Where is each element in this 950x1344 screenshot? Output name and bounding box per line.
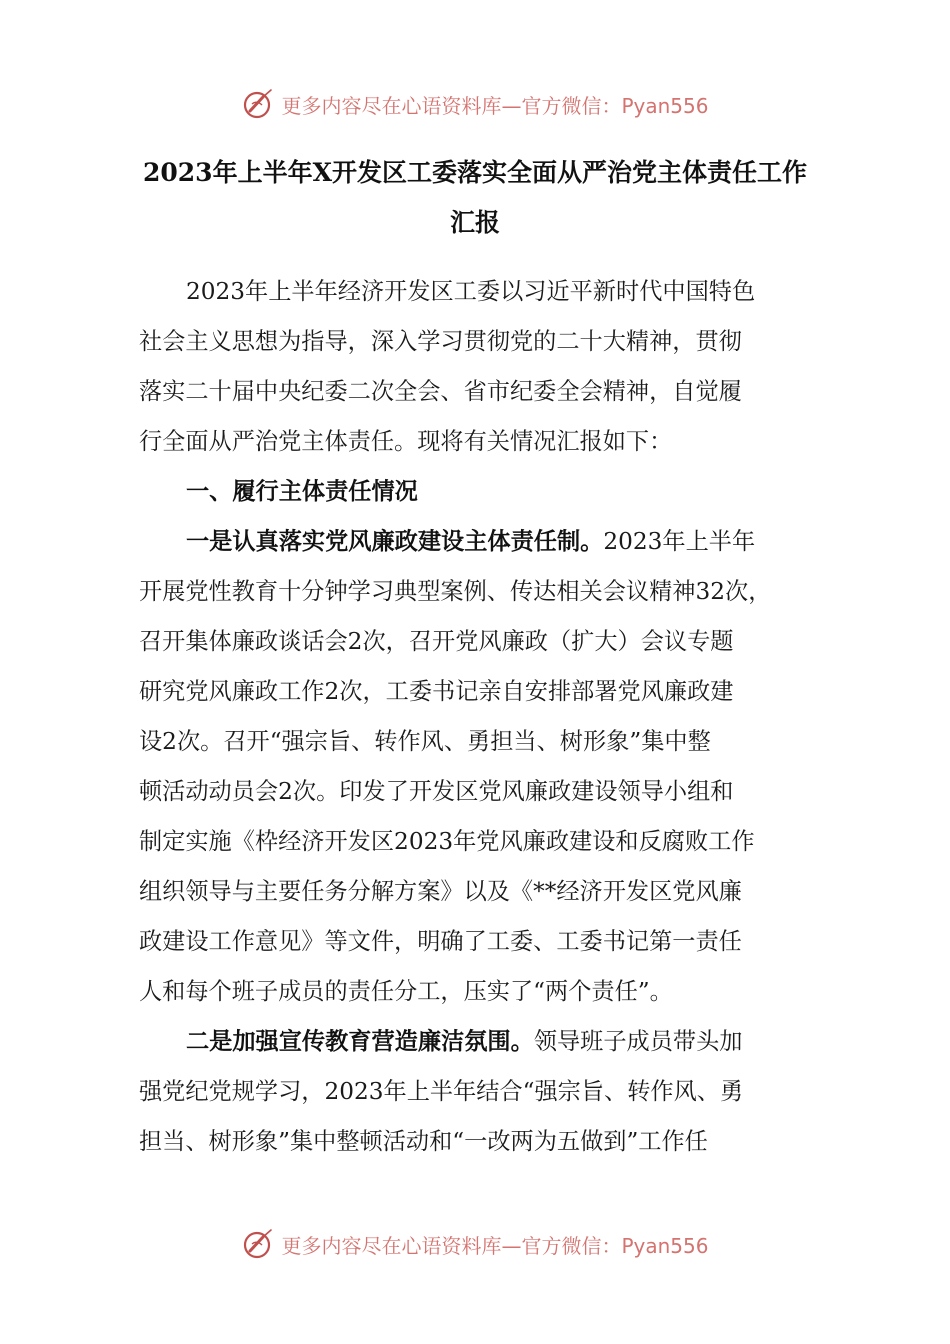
body-line: 设2次。召开“强宗旨、转作风、勇担当、树形象”集中整 bbox=[139, 728, 711, 755]
watermark-banner-bottom bbox=[0, 1222, 950, 1266]
body-line: 人和每个班子成员的责任分工，压实了“两个责任”。 bbox=[139, 978, 673, 1005]
document-title-line-2: 汇报 bbox=[449, 208, 500, 237]
body-line: 开展党性教育十分钟学习典型案例、传达相关会议精神32次， bbox=[139, 578, 772, 605]
brush-logo-icon bbox=[241, 1226, 277, 1262]
watermark-banner-top bbox=[0, 82, 950, 126]
body-line: 社会主义思想为指导，深入学习贯彻党的二十大精神，贯彻 bbox=[139, 328, 742, 355]
body-line: 行全面从严治党主体责任。现将有关情况汇报如下： bbox=[139, 428, 673, 455]
body-line: 二是加强宣传教育营造廉洁氛围。领导班子成员带头加 bbox=[186, 1028, 743, 1055]
body-line: 担当、树形象”集中整顿活动和“一改两为五做到”工作任 bbox=[139, 1128, 708, 1155]
body-line: 组织领导与主要任务分解方案》以及《**经济开发区党风廉 bbox=[139, 878, 742, 905]
document-title-line-1: 2023年上半年X开发区工委落实全面从严治党主体责任工作 bbox=[143, 158, 807, 187]
body-line: 制定实施《枠经济开发区2023年党风廉政建设和反腐败工作 bbox=[139, 828, 755, 855]
body-line: 2023年上半年经济开发区工委以习近平新时代中国特色 bbox=[186, 278, 756, 305]
section-heading: 一、履行主体责任情况 bbox=[186, 478, 418, 505]
body-line: 顿活动动员会2次。印发了开发区党风廉政建设领导小组和 bbox=[139, 778, 734, 805]
body-line: 落实二十届中央纪委二次全会、省市纪委全会精神，自觉履 bbox=[139, 378, 742, 405]
watermark-text: 更多内容尽在心语资料库—官方微信：Pyan556 bbox=[281, 1233, 709, 1258]
body-line: 一是认真落实党风廉政建设主体责任制。2023年上半年 bbox=[186, 528, 756, 555]
paragraph-lead: 一是认真落实党风廉政建设主体责任制。 bbox=[186, 528, 604, 555]
body-line: 召开集体廉政谈话会2次，召开党风廉政（扩大）会议专题 bbox=[139, 628, 734, 655]
watermark-text: 更多内容尽在心语资料库—官方微信：Pyan556 bbox=[281, 93, 709, 118]
body-line: 研究党风廉政工作2次，工委书记亲自安排部署党风廉政建 bbox=[139, 678, 734, 705]
body-line: 政建设工作意见》等文件，明确了工委、工委书记第一责任 bbox=[139, 928, 742, 955]
paragraph-lead: 二是加强宣传教育营造廉洁氛围。 bbox=[186, 1028, 534, 1055]
body-line: 强党纪党规学习，2023年上半年结合“强宗旨、转作风、勇 bbox=[139, 1078, 744, 1105]
brush-logo-icon bbox=[241, 86, 277, 122]
